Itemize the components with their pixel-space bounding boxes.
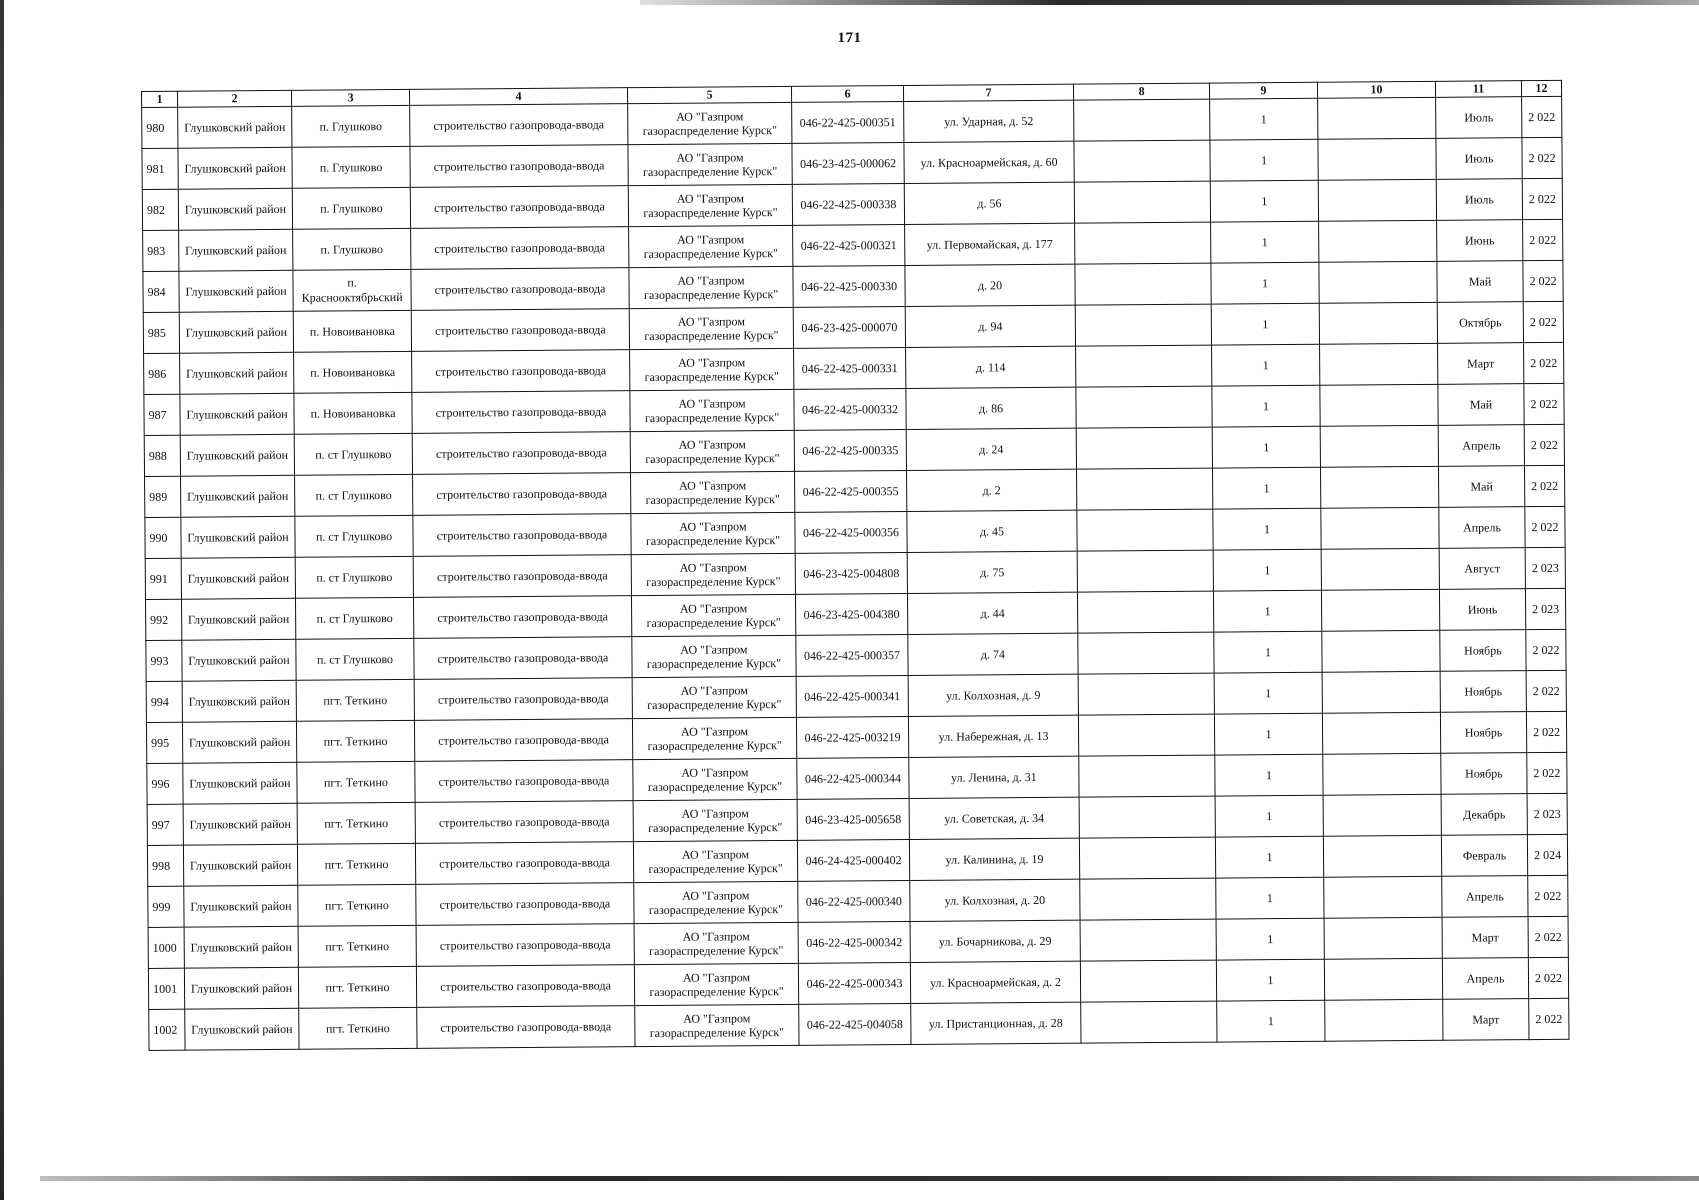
- cell-col-8: [1079, 796, 1215, 838]
- cell-district: Глушковский район: [183, 762, 297, 804]
- cell-col-9: 1: [1211, 262, 1319, 304]
- cell-month: Август: [1439, 548, 1525, 590]
- cell-address: ул. Колхозная, д. 20: [910, 879, 1080, 921]
- cell-object-code: 046-22-425-000332: [794, 389, 906, 431]
- cell-contractor: АО "Газпром газораспределение Курск": [634, 922, 798, 964]
- cell-col-9: 1: [1215, 795, 1323, 837]
- cell-month: Июль: [1436, 97, 1522, 139]
- cell-object-code: 046-24-425-000402: [797, 839, 909, 881]
- cell-month: Июнь: [1437, 220, 1523, 262]
- cell-row-number: 995: [146, 722, 182, 763]
- cell-work-type: строительство газопровода-ввода: [412, 391, 630, 434]
- cell-object-code: 046-22-425-004058: [799, 1003, 911, 1045]
- cell-col-9: 1: [1214, 631, 1322, 673]
- cell-address: ул. Красноармейская, д. 2: [910, 961, 1080, 1003]
- cell-district: Глушковский район: [180, 393, 294, 435]
- cell-month: Июль: [1436, 138, 1522, 180]
- cell-work-type: строительство газопровода-ввода: [410, 186, 628, 229]
- cell-year: 2 022: [1523, 301, 1563, 342]
- cell-address: ул. Пристанционная, д. 28: [911, 1002, 1081, 1044]
- cell-year: 2 022: [1528, 875, 1568, 916]
- col-header: 9: [1209, 82, 1317, 99]
- cell-contractor: АО "Газпром газораспределение Курск": [634, 881, 798, 923]
- cell-col-9: 1: [1212, 344, 1320, 386]
- cell-district: Глушковский район: [179, 311, 293, 353]
- cell-row-number: 987: [144, 394, 180, 435]
- cell-contractor: АО "Газпром газораспределение Курск": [631, 471, 795, 513]
- col-header: 1: [142, 91, 178, 107]
- cell-object-code: 046-22-425-000356: [795, 511, 907, 553]
- cell-col-8: [1079, 755, 1215, 797]
- cell-col-10: [1321, 589, 1439, 631]
- cell-district: Глушковский район: [182, 680, 296, 722]
- cell-col-10: [1318, 179, 1436, 221]
- cell-col-8: [1079, 837, 1215, 879]
- cell-row-number: 984: [143, 271, 179, 312]
- cell-col-10: [1319, 261, 1437, 303]
- cell-object-code: 046-22-425-000351: [792, 102, 904, 144]
- cell-object-code: 046-22-425-000355: [795, 470, 907, 512]
- cell-address: ул. Советская, д. 34: [909, 797, 1079, 839]
- cell-col-8: [1077, 591, 1213, 633]
- cell-work-type: строительство газопровода-ввода: [414, 678, 632, 721]
- cell-col-10: [1321, 548, 1439, 590]
- cell-month: Май: [1438, 466, 1524, 508]
- cell-year: 2 022: [1524, 424, 1564, 465]
- cell-col-9: 1: [1216, 877, 1324, 919]
- cell-month: Март: [1442, 917, 1528, 959]
- cell-object-code: 046-22-425-000335: [794, 430, 906, 472]
- cell-locality: пгт. Теткино: [297, 761, 415, 803]
- cell-col-8: [1081, 1001, 1217, 1043]
- cell-col-8: [1076, 427, 1212, 469]
- cell-work-type: строительство газопровода-ввода: [414, 637, 632, 680]
- cell-row-number: 991: [145, 558, 181, 599]
- cell-col-8: [1075, 263, 1211, 305]
- cell-object-code: 046-23-425-000062: [792, 143, 904, 185]
- cell-district: Глушковский район: [181, 598, 295, 640]
- cell-work-type: строительство газопровода-ввода: [415, 842, 633, 885]
- cell-col-8: [1074, 99, 1210, 141]
- cell-locality: п. ст Глушково: [295, 556, 413, 598]
- cell-col-8: [1075, 304, 1211, 346]
- cell-col-10: [1320, 343, 1438, 385]
- cell-col-9: 1: [1214, 713, 1322, 755]
- cell-work-type: строительство газопровода-ввода: [411, 268, 629, 311]
- cell-address: ул. Первомайская, д. 177: [905, 223, 1075, 265]
- cell-row-number: 994: [146, 681, 182, 722]
- cell-col-10: [1325, 999, 1443, 1041]
- cell-col-9: 1: [1213, 590, 1321, 632]
- cell-contractor: АО "Газпром газораспределение Курск": [632, 717, 796, 759]
- cell-address: ул. Красноармейская, д. 60: [904, 141, 1074, 183]
- cell-district: Глушковский район: [183, 844, 297, 886]
- cell-col-8: [1078, 714, 1214, 756]
- cell-row-number: 1001: [148, 968, 184, 1009]
- cell-row-number: 997: [147, 804, 183, 845]
- col-header: 11: [1435, 81, 1521, 98]
- cell-locality: п. Новоивановка: [294, 351, 412, 393]
- cell-district: Глушковский район: [185, 1008, 299, 1050]
- cell-district: Глушковский район: [180, 434, 294, 476]
- cell-month: Февраль: [1441, 835, 1527, 877]
- cell-month: Октябрь: [1437, 302, 1523, 344]
- cell-col-8: [1080, 919, 1216, 961]
- cell-col-10: [1319, 302, 1437, 344]
- cell-col-10: [1320, 425, 1438, 467]
- cell-year: 2 022: [1524, 342, 1564, 383]
- cell-year: 2 022: [1528, 916, 1568, 957]
- cell-col-10: [1321, 507, 1439, 549]
- cell-contractor: АО "Газпром газораспределение Курск": [631, 594, 795, 636]
- cell-district: Глушковский район: [183, 803, 297, 845]
- cell-col-10: [1318, 97, 1436, 139]
- cell-year: 2 022: [1522, 178, 1562, 219]
- cell-row-number: 981: [142, 148, 178, 189]
- cell-district: Глушковский район: [181, 475, 295, 517]
- cell-object-code: 046-22-425-000344: [797, 757, 909, 799]
- cell-object-code: 046-23-425-004808: [795, 552, 907, 594]
- cell-address: д. 20: [905, 264, 1075, 306]
- cell-work-type: строительство газопровода-ввода: [416, 924, 634, 967]
- col-header: 10: [1317, 81, 1435, 98]
- cell-month: Июнь: [1439, 589, 1525, 631]
- cell-month: Декабрь: [1441, 794, 1527, 836]
- cell-col-8: [1074, 140, 1210, 182]
- col-header: 7: [903, 84, 1073, 101]
- cell-col-10: [1318, 138, 1436, 180]
- cell-col-9: 1: [1211, 303, 1319, 345]
- cell-address: ул. Бочарникова, д. 29: [910, 920, 1080, 962]
- cell-year: 2 022: [1529, 998, 1569, 1039]
- cell-month: Май: [1437, 261, 1523, 303]
- cell-locality: пгт. Теткино: [298, 884, 416, 926]
- cell-row-number: 1000: [148, 927, 184, 968]
- cell-object-code: 046-23-425-004380: [795, 593, 907, 635]
- cell-address: д. 56: [904, 182, 1074, 224]
- cell-year: 2 023: [1525, 588, 1565, 629]
- cell-row-number: 989: [145, 476, 181, 517]
- cell-locality: пгт. Теткино: [296, 720, 414, 762]
- cell-col-9: 1: [1212, 467, 1320, 509]
- cell-locality: п. Новоивановка: [293, 310, 411, 352]
- cell-month: Ноябрь: [1440, 630, 1526, 672]
- cell-year: 2 022: [1526, 629, 1566, 670]
- col-header: 12: [1521, 80, 1561, 96]
- cell-row-number: 996: [147, 763, 183, 804]
- table-body: [142, 96, 1569, 1050]
- cell-contractor: АО "Газпром газораспределение Курск": [629, 225, 793, 267]
- cell-row-number: 982: [142, 189, 178, 230]
- cell-work-type: строительство газопровода-ввода: [412, 432, 630, 475]
- scan-edge-top: [640, 0, 1699, 5]
- cell-contractor: АО "Газпром газораспределение Курск": [631, 512, 795, 554]
- cell-row-number: 985: [143, 312, 179, 353]
- cell-address: д. 114: [906, 346, 1076, 388]
- cell-district: Глушковский район: [182, 721, 296, 763]
- cell-locality: п. Глушково: [292, 105, 410, 147]
- cell-contractor: АО "Газпром газораспределение Курск": [632, 676, 796, 718]
- cell-contractor: АО "Газпром газораспределение Курск": [633, 840, 797, 882]
- cell-work-type: строительство газопровода-ввода: [411, 309, 629, 352]
- cell-col-9: 1: [1215, 754, 1323, 796]
- cell-contractor: АО "Газпром газораспределение Курск": [635, 1004, 799, 1046]
- cell-object-code: 046-22-425-000357: [796, 634, 908, 676]
- cell-district: Глушковский район: [181, 557, 295, 599]
- col-header: 4: [409, 88, 627, 106]
- cell-address: д. 45: [907, 510, 1077, 552]
- cell-address: ул. Колхозная, д. 9: [908, 674, 1078, 716]
- cell-col-9: 1: [1210, 98, 1318, 140]
- gas-connections-table: [141, 80, 1569, 1051]
- cell-col-9: 1: [1213, 508, 1321, 550]
- cell-col-8: [1078, 673, 1214, 715]
- cell-address: д. 94: [905, 305, 1075, 347]
- cell-contractor: АО "Газпром газораспределение Курск": [630, 389, 794, 431]
- cell-col-9: 1: [1214, 672, 1322, 714]
- cell-row-number: 988: [144, 435, 180, 476]
- cell-address: д. 44: [907, 592, 1077, 634]
- cell-object-code: 046-22-425-000340: [798, 880, 910, 922]
- cell-contractor: АО "Газпром газораспределение Курск": [628, 143, 792, 185]
- cell-month: Апрель: [1442, 876, 1528, 918]
- cell-year: 2 022: [1526, 670, 1566, 711]
- cell-district: Глушковский район: [184, 967, 298, 1009]
- cell-contractor: АО "Газпром газораспределение Курск": [630, 348, 794, 390]
- cell-col-10: [1324, 876, 1442, 918]
- cell-month: Май: [1438, 384, 1524, 426]
- cell-object-code: 046-22-425-000341: [796, 675, 908, 717]
- cell-work-type: строительство газопровода-ввода: [415, 760, 633, 803]
- cell-year: 2 023: [1525, 547, 1565, 588]
- cell-col-9: 1: [1215, 836, 1323, 878]
- cell-work-type: строительство газопровода-ввода: [413, 473, 631, 516]
- cell-month: Апрель: [1438, 425, 1524, 467]
- cell-locality: п. Краснооктябрьский: [293, 269, 411, 311]
- col-header: 5: [627, 86, 791, 103]
- cell-district: Глушковский район: [180, 352, 294, 394]
- cell-col-8: [1076, 345, 1212, 387]
- cell-year: 2 022: [1522, 137, 1562, 178]
- cell-row-number: 993: [146, 640, 182, 681]
- cell-month: Ноябрь: [1440, 671, 1526, 713]
- cell-row-number: 990: [145, 517, 181, 558]
- cell-month: Ноябрь: [1441, 753, 1527, 795]
- table-container: [141, 80, 1569, 1051]
- cell-district: Глушковский район: [179, 270, 293, 312]
- cell-contractor: АО "Газпром газораспределение Курск": [628, 102, 792, 144]
- cell-locality: пгт. Теткино: [299, 1007, 417, 1049]
- cell-col-8: [1075, 222, 1211, 264]
- scan-edge-bottom: [40, 1176, 1699, 1181]
- cell-row-number: 980: [142, 107, 178, 148]
- cell-month: Июль: [1436, 179, 1522, 221]
- cell-district: Глушковский район: [181, 516, 295, 558]
- cell-col-10: [1323, 794, 1441, 836]
- cell-col-10: [1320, 466, 1438, 508]
- cell-contractor: АО "Газпром газораспределение Курск": [628, 184, 792, 226]
- cell-locality: п. Глушково: [293, 228, 411, 270]
- cell-col-10: [1322, 671, 1440, 713]
- cell-col-8: [1080, 878, 1216, 920]
- cell-col-9: 1: [1213, 549, 1321, 591]
- cell-address: д. 24: [906, 428, 1076, 470]
- cell-contractor: АО "Газпром газораспределение Курск": [634, 963, 798, 1005]
- cell-year: 2 022: [1524, 465, 1564, 506]
- cell-col-9: 1: [1216, 959, 1324, 1001]
- cell-contractor: АО "Газпром газораспределение Курск": [629, 307, 793, 349]
- cell-locality: п. Глушково: [292, 187, 410, 229]
- cell-year: 2 024: [1527, 834, 1567, 875]
- cell-col-9: 1: [1210, 180, 1318, 222]
- col-header: 3: [291, 89, 409, 106]
- cell-object-code: 046-22-425-003219: [796, 716, 908, 758]
- cell-locality: п. Глушково: [292, 146, 410, 188]
- cell-locality: пгт. Теткино: [296, 679, 414, 721]
- cell-month: Март: [1443, 999, 1529, 1041]
- cell-address: ул. Ленина, д. 31: [909, 756, 1079, 798]
- cell-locality: п. ст Глушково: [296, 638, 414, 680]
- cell-work-type: строительство газопровода-ввода: [414, 719, 632, 762]
- cell-locality: п. ст Глушково: [295, 515, 413, 557]
- cell-work-type: строительство газопровода-ввода: [417, 1006, 635, 1049]
- cell-col-10: [1319, 220, 1437, 262]
- cell-district: Глушковский район: [178, 106, 292, 148]
- cell-contractor: АО "Газпром газораспределение Курск": [629, 266, 793, 308]
- cell-work-type: строительство газопровода-ввода: [415, 801, 633, 844]
- cell-col-10: [1320, 384, 1438, 426]
- cell-year: 2 023: [1527, 793, 1567, 834]
- cell-year: 2 022: [1524, 383, 1564, 424]
- cell-contractor: АО "Газпром газораспределение Курск": [631, 553, 795, 595]
- cell-row-number: 986: [144, 353, 180, 394]
- cell-object-code: 046-22-425-000330: [793, 266, 905, 308]
- cell-col-9: 1: [1212, 426, 1320, 468]
- cell-district: Глушковский район: [184, 885, 298, 927]
- col-header: 2: [178, 90, 292, 107]
- scan-edge-left: [0, 0, 4, 1200]
- cell-contractor: АО "Газпром газораспределение Курск": [633, 799, 797, 841]
- cell-work-type: строительство газопровода-ввода: [411, 227, 629, 270]
- cell-month: Ноябрь: [1440, 712, 1526, 754]
- cell-locality: пгт. Теткино: [298, 925, 416, 967]
- cell-contractor: АО "Газпром газораспределение Курск": [633, 758, 797, 800]
- cell-address: д. 86: [906, 387, 1076, 429]
- col-header: 8: [1073, 83, 1209, 100]
- cell-locality: п. ст Глушково: [294, 433, 412, 475]
- cell-row-number: 983: [143, 230, 179, 271]
- cell-work-type: строительство газопровода-ввода: [413, 596, 631, 639]
- cell-address: д. 75: [907, 551, 1077, 593]
- cell-row-number: 992: [145, 599, 181, 640]
- cell-col-10: [1324, 917, 1442, 959]
- cell-locality: п. Новоивановка: [294, 392, 412, 434]
- cell-district: Глушковский район: [182, 639, 296, 681]
- cell-year: 2 022: [1526, 711, 1566, 752]
- cell-col-10: [1324, 958, 1442, 1000]
- cell-col-8: [1077, 509, 1213, 551]
- cell-district: Глушковский район: [184, 926, 298, 968]
- cell-col-8: [1076, 468, 1212, 510]
- cell-col-8: [1078, 632, 1214, 674]
- cell-col-8: [1076, 386, 1212, 428]
- cell-locality: пгт. Теткино: [298, 966, 416, 1008]
- cell-district: Глушковский район: [178, 188, 292, 230]
- cell-work-type: строительство газопровода-ввода: [416, 965, 634, 1008]
- cell-work-type: строительство газопровода-ввода: [412, 350, 630, 393]
- cell-work-type: строительство газопровода-ввода: [410, 145, 628, 188]
- cell-year: 2 022: [1523, 260, 1563, 301]
- cell-locality: пгт. Теткино: [297, 802, 415, 844]
- cell-year: 2 022: [1528, 957, 1568, 998]
- cell-col-10: [1323, 753, 1441, 795]
- page-number: 171: [837, 30, 862, 46]
- cell-row-number: 1002: [149, 1009, 185, 1050]
- cell-work-type: строительство газопровода-ввода: [413, 555, 631, 598]
- cell-object-code: 046-22-425-000342: [798, 921, 910, 963]
- cell-object-code: 046-23-425-000070: [793, 307, 905, 349]
- cell-address: д. 2: [907, 469, 1077, 511]
- cell-locality: пгт. Теткино: [297, 843, 415, 885]
- cell-address: д. 74: [908, 633, 1078, 675]
- cell-year: 2 022: [1522, 96, 1562, 137]
- col-header: 6: [791, 86, 903, 103]
- cell-locality: п. ст Глушково: [295, 597, 413, 639]
- cell-col-10: [1323, 835, 1441, 877]
- cell-district: Глушковский район: [178, 147, 292, 189]
- cell-work-type: строительство газопровода-ввода: [416, 883, 634, 926]
- cell-col-8: [1080, 960, 1216, 1002]
- cell-object-code: 046-22-425-000343: [798, 962, 910, 1004]
- cell-col-10: [1322, 630, 1440, 672]
- cell-year: 2 022: [1523, 219, 1563, 260]
- cell-year: 2 022: [1527, 752, 1567, 793]
- cell-address: ул. Калинина, д. 19: [909, 838, 1079, 880]
- cell-month: Апрель: [1439, 507, 1525, 549]
- cell-contractor: АО "Газпром газораспределение Курск": [632, 635, 796, 677]
- cell-col-9: 1: [1210, 139, 1318, 181]
- cell-object-code: 046-23-425-005658: [797, 798, 909, 840]
- cell-col-9: 1: [1216, 918, 1324, 960]
- cell-col-9: 1: [1212, 385, 1320, 427]
- cell-object-code: 046-22-425-000321: [793, 225, 905, 267]
- cell-row-number: 999: [148, 886, 184, 927]
- cell-object-code: 046-22-425-000338: [792, 184, 904, 226]
- cell-month: Апрель: [1442, 958, 1528, 1000]
- cell-locality: п. ст Глушково: [295, 474, 413, 516]
- cell-object-code: 046-22-425-000331: [794, 348, 906, 390]
- cell-row-number: 998: [147, 845, 183, 886]
- cell-district: Глушковский район: [179, 229, 293, 271]
- cell-col-10: [1322, 712, 1440, 754]
- cell-month: Март: [1438, 343, 1524, 385]
- cell-year: 2 022: [1525, 506, 1565, 547]
- cell-work-type: строительство газопровода-ввода: [410, 104, 628, 147]
- cell-col-8: [1077, 550, 1213, 592]
- cell-contractor: АО "Газпром газораспределение Курск": [630, 430, 794, 472]
- cell-work-type: строительство газопровода-ввода: [413, 514, 631, 557]
- cell-col-8: [1074, 181, 1210, 223]
- cell-address: ул. Ударная, д. 52: [904, 100, 1074, 142]
- cell-col-9: 1: [1217, 1000, 1325, 1042]
- cell-address: ул. Набережная, д. 13: [908, 715, 1078, 757]
- cell-col-9: 1: [1211, 221, 1319, 263]
